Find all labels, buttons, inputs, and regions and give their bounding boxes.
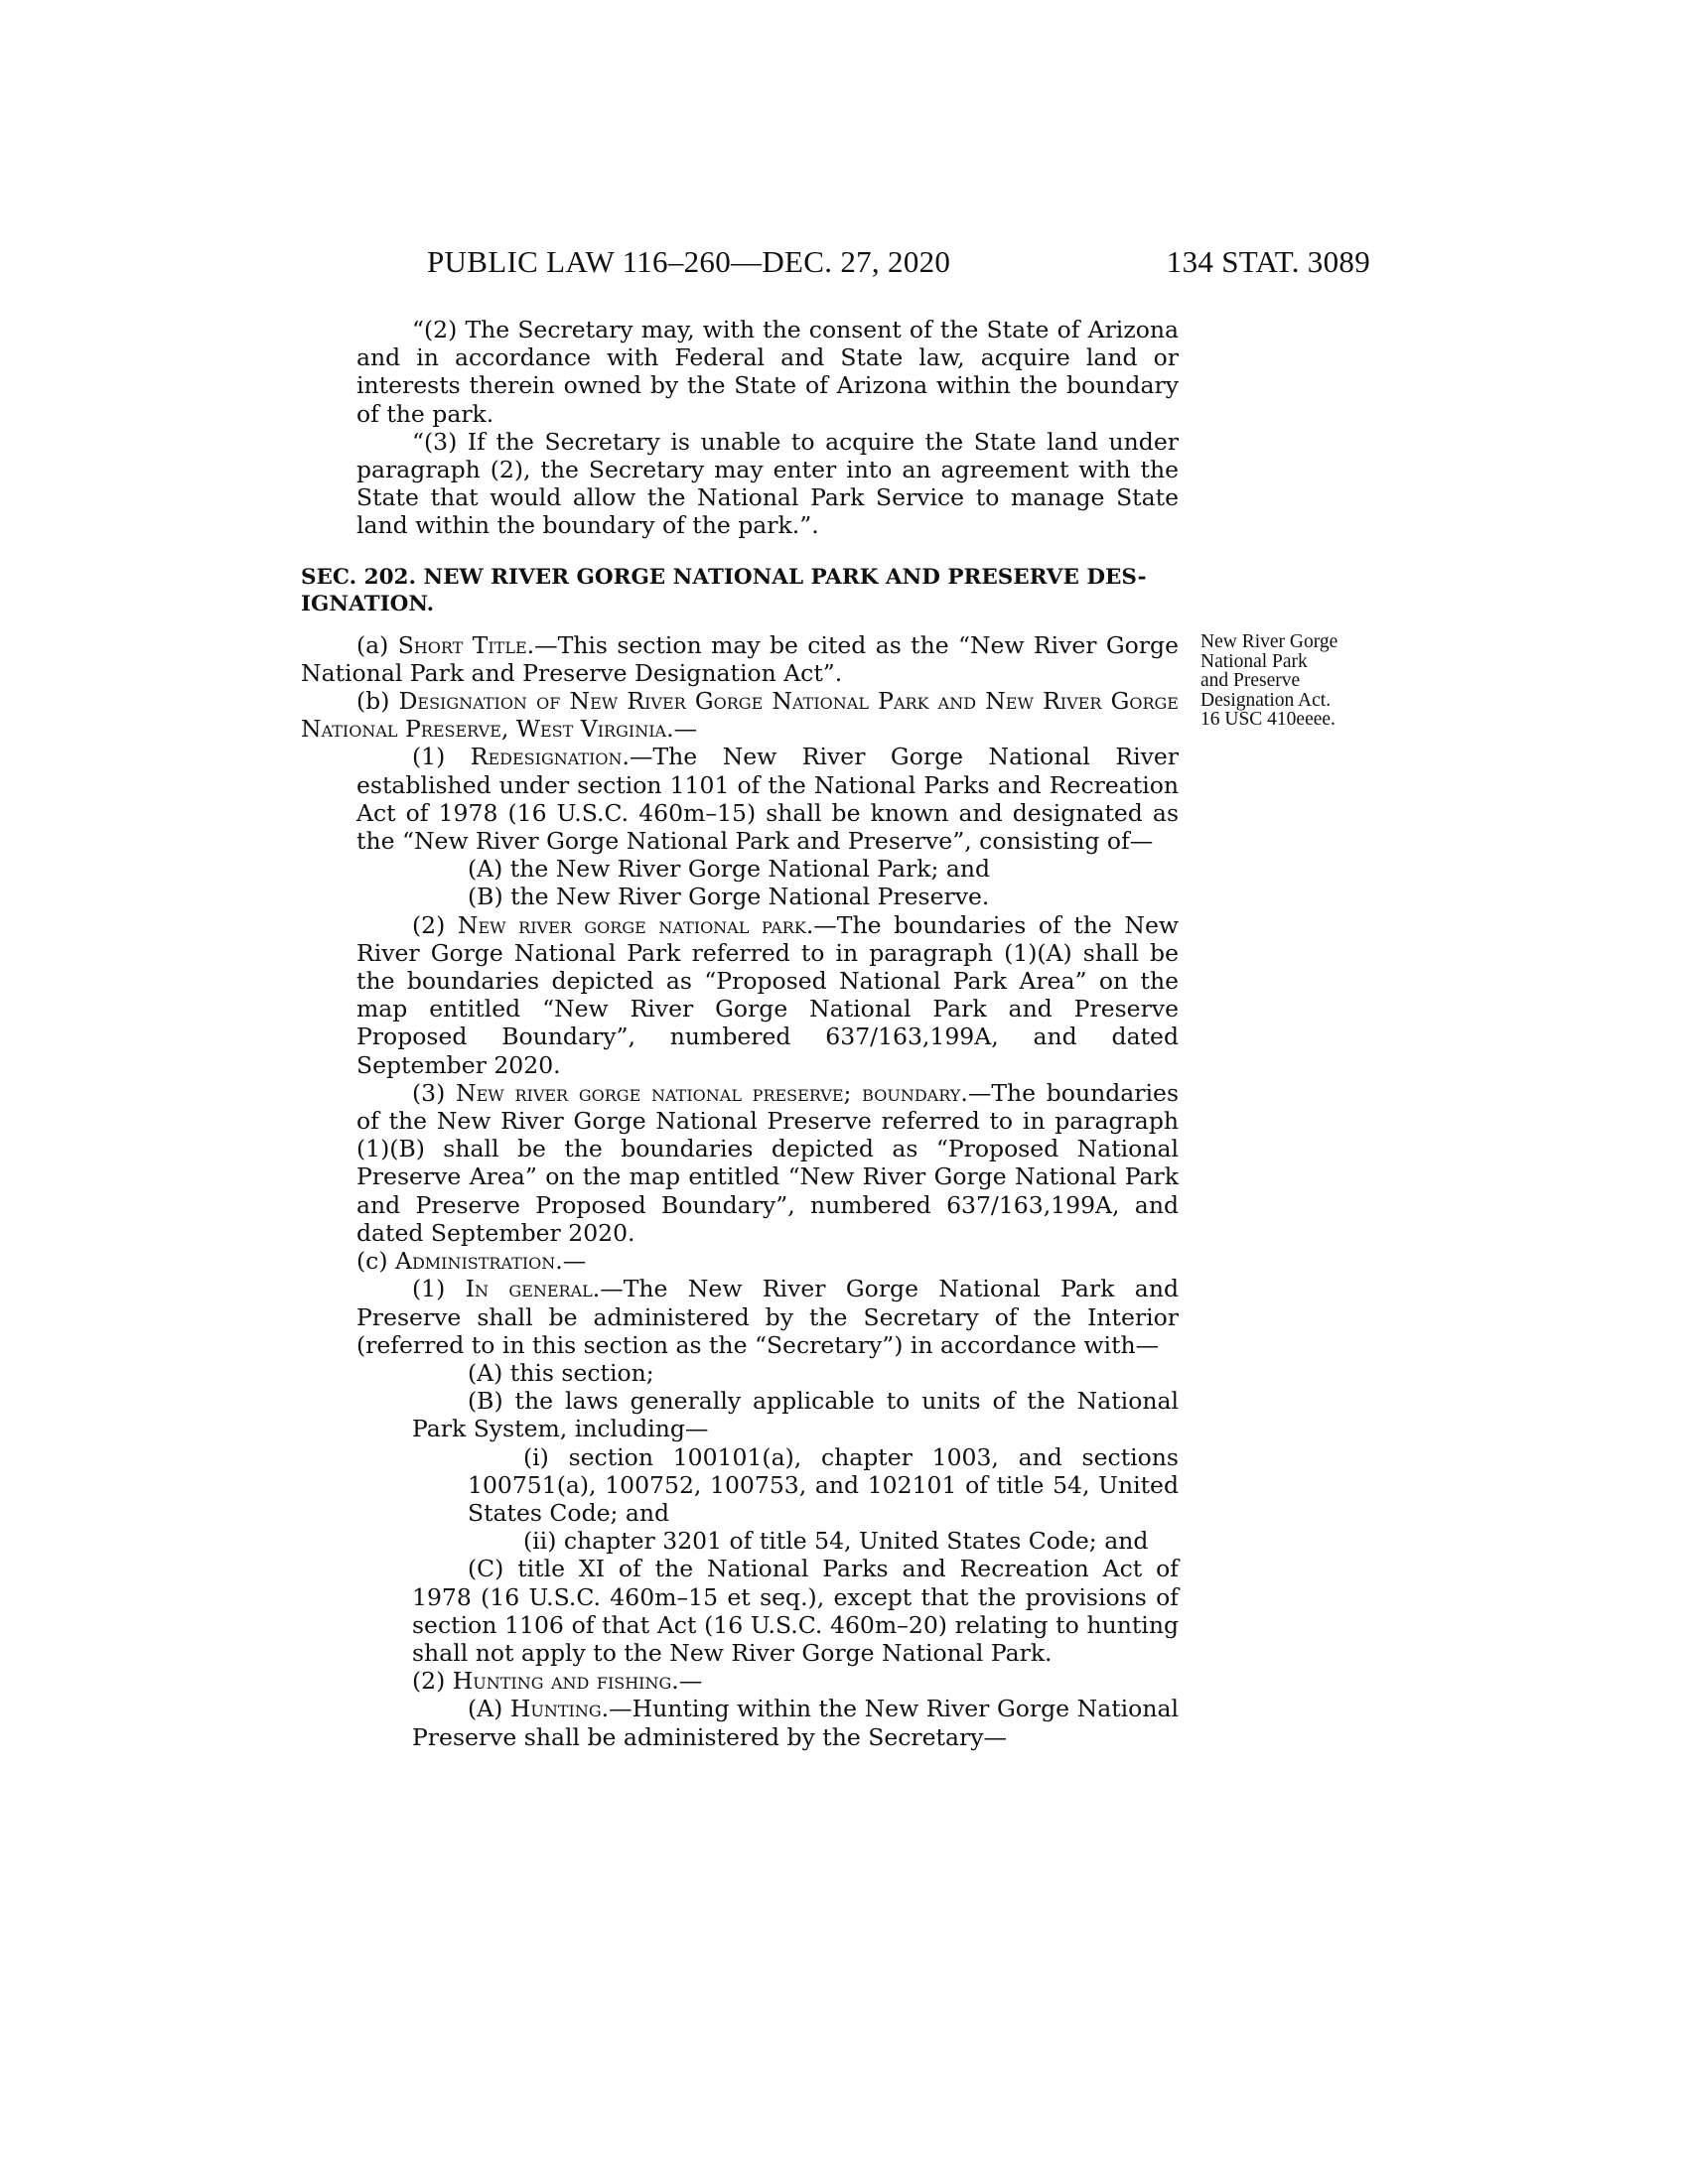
paragraph-b2-heading: New river gorge national park [457, 910, 806, 939]
paragraph-c2-label: (2) [412, 1667, 453, 1696]
law-text [301, 316, 1179, 1751]
subparagraph-c2A-hunting [301, 1695, 1179, 1750]
subparagraph-c1B: (B) the laws generally applicable to units of the National Park System, including— [412, 1387, 1179, 1443]
subparagraph-c1A: (A) this section; [468, 1358, 654, 1387]
margin-note-line: Designation Act. [1200, 689, 1332, 711]
subsection-c-text: .— [555, 1247, 587, 1276]
paragraph-b1-text: .—The New River Gorge National River established under section 1101 of the National Parks and Recreation Act of 1978 (16 U.S.C. 460m–15) shall be known and designated as the “New River Gorge National Park and Preserve”, consisting of— [356, 743, 1179, 856]
subparagraph-c2A-text: .—Hunting within the New River Gorge National Preserve shall be administered by the Secretary— [412, 1695, 1179, 1751]
paragraph-b3-national-preserve [301, 1079, 1179, 1247]
paragraph-c2-text: .— [671, 1667, 703, 1696]
subparagraph-c1C: (C) title XI of the National Parks and Recreation Act of 1978 (16 U.S.C. 460m–15 et seq.), except that the provisions of section 1106 of that Act (16 U.S.C. 460m–20) relating to hunting shall not apply to the New River Gorge National Park. [412, 1555, 1179, 1667]
clause-c1Bii: (ii) chapter 3201 of title 54, United States Code; and [523, 1527, 1149, 1556]
subsection-b-label: (b) [356, 687, 399, 716]
subparagraph-c2A-heading: Hunting [509, 1695, 602, 1723]
paragraph-b2-label: (2) [412, 910, 458, 939]
header-public-law: PUBLIC LAW 116–260—DEC. 27, 2020 [427, 244, 951, 279]
clause-c1Bi: (i) section 100101(a), chapter 1003, and sections 100751(a), 100752, 100753, and 102101 of title 54, United States Code; and [468, 1442, 1179, 1527]
subsection-c-administration [301, 1247, 1179, 1275]
subsection-c-label: (c) [356, 1247, 395, 1276]
paragraph-c2-hunting-fishing [301, 1667, 1179, 1695]
paragraph-b2-text: .—The boundaries of the New River Gorge National Park referred to in paragraph (1)(A) shall be the boundaries depicted as “Proposed National Park Area” on the map entitled “New River Gorge National Park and Preserve Proposed Boundary”, numbered 637/163,199A, and dated September 2020. [356, 910, 1179, 1079]
paragraph-b1-redesignation [301, 743, 1179, 855]
subsection-a-label: (a) [356, 630, 398, 659]
section-heading-line-2: IGNATION. [301, 591, 435, 616]
paragraph-b2-national-park [301, 911, 1179, 1079]
margin-note-line: 16 USC 410eeee. [1200, 709, 1336, 730]
margin-note-line: New River Gorge [1200, 631, 1338, 652]
paragraph-c1-in-general [301, 1275, 1179, 1359]
paragraph-2-arizona: “(2) The Secretary may, with the consent of the State of Arizona and in accordance with Federal and State law, acquire land or interests therein owned by the State of Arizona within the boundary of the park. [356, 316, 1179, 428]
paragraph-b1-heading: Redesignation [470, 743, 623, 771]
paragraph-c1-text: .—The New River Gorge National Park and Preserve shall be administered by the Secretary of the Interior (referred to in this section as the “Secretary”) in accordance with— [356, 1275, 1179, 1359]
margin-note-line: and Preserve [1200, 670, 1301, 691]
paragraph-c1-label: (1) [412, 1275, 466, 1303]
subsection-b-text: .— [666, 715, 698, 744]
paragraph-b3-text: .—The boundaries of the New River Gorge National Preserve referred to in paragraph (1)(B) shall be the boundaries depicted as “Proposed National Preserve Area” on the map entitled “New River Gorge National Park and Preserve Proposed Boundary”, numbered 637/163,199A, and dated September 2020. [356, 1078, 1179, 1247]
paragraph-b3-heading: New river gorge national preserve; boundary [456, 1078, 961, 1107]
paragraph-b3-label: (3) [412, 1078, 457, 1107]
subsection-a-text: .—This section may be cited as the “New River Gorge National Park and Preserve Designation Act”. [301, 630, 1179, 687]
paragraph-c1-heading: In general [465, 1275, 593, 1303]
section-heading-line-1: SEC. 202. NEW RIVER GORGE NATIONAL PARK AND PRESERVE DES- [301, 564, 1147, 590]
subsection-a-heading: Short Title [397, 630, 527, 659]
paragraph-b1-label: (1) [412, 743, 471, 771]
page-header [427, 244, 1370, 284]
subparagraph-b1B: (B) the New River Gorge National Preserve. [468, 883, 990, 911]
margin-note-line: National Park [1200, 650, 1308, 672]
paragraph-3-arizona: “(3) If the Secretary is unable to acquire the State land under paragraph (2), the Secretary may enter into an agreement with the State that would allow the National Park Service to manage State land within the boundary of the park.”. [356, 427, 1179, 540]
subparagraph-c2A-label: (A) [468, 1695, 510, 1723]
margin-note [1200, 632, 1389, 730]
subparagraph-b1A: (A) the New River Gorge National Park; and [468, 855, 991, 884]
subsection-a-short-title [301, 631, 1179, 687]
subsection-c-heading: Administration [394, 1247, 556, 1276]
header-stat-page: 134 STAT. 3089 [1166, 244, 1370, 279]
paragraph-c2-heading: Hunting and fishing [452, 1667, 672, 1696]
subsection-b-designation [301, 687, 1179, 743]
subsection-b-heading: Designation of New River Gorge National Park and New River Gorge National Preserve, West Virginia [301, 687, 1179, 744]
section-heading [301, 564, 1179, 617]
